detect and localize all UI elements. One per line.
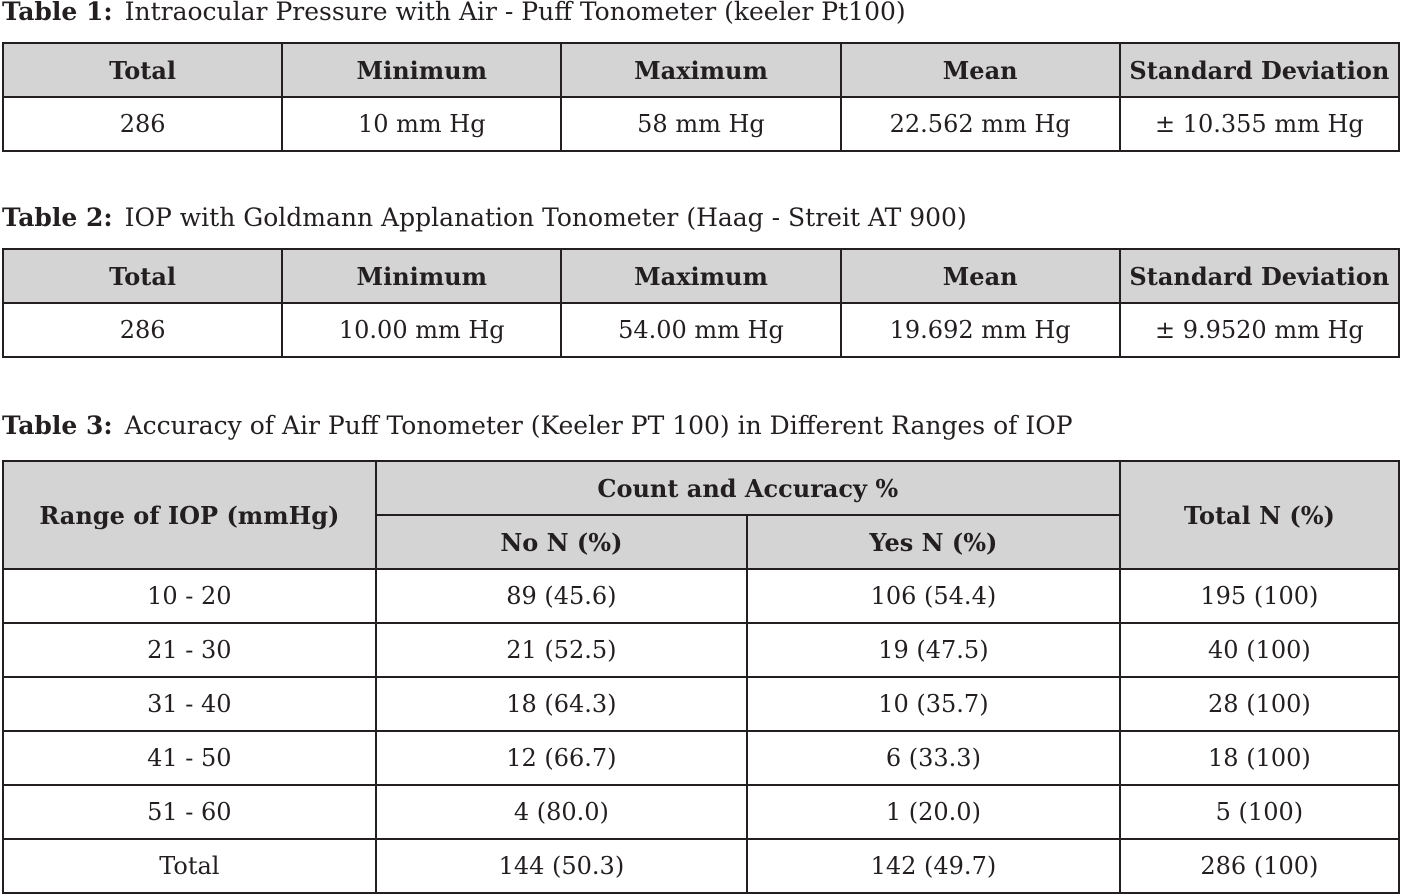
header-count-accuracy-group: Count and Accuracy % xyxy=(376,461,1120,515)
header-minimum: Minimum xyxy=(282,249,561,303)
table-2-label: Table 2: xyxy=(2,203,113,232)
cell-no: 18 (64.3) xyxy=(376,677,747,731)
cell-total: 195 (100) xyxy=(1120,569,1399,623)
table-2 xyxy=(2,248,1400,358)
cell-maximum: 54.00 mm Hg xyxy=(561,303,840,357)
table-3-label: Table 3: xyxy=(2,411,113,440)
table-2-title: IOP with Goldmann Applanation Tonometer (Haag - Streit AT 900) xyxy=(124,203,967,232)
cell-mean: 19.692 mm Hg xyxy=(841,303,1120,357)
table-row xyxy=(3,731,1399,785)
table-row xyxy=(3,677,1399,731)
header-total: Total xyxy=(3,249,282,303)
table-row xyxy=(3,97,1399,151)
cell-total: 5 (100) xyxy=(1120,785,1399,839)
cell-yes: 10 (35.7) xyxy=(747,677,1120,731)
cell-total: 40 (100) xyxy=(1120,623,1399,677)
cell-yes: 6 (33.3) xyxy=(747,731,1120,785)
header-total: Total N (%) xyxy=(1120,461,1399,569)
table-row xyxy=(3,303,1399,357)
header-yes: Yes N (%) xyxy=(747,515,1120,569)
cell-total: 18 (100) xyxy=(1120,731,1399,785)
cell-standard-deviation: ± 10.355 mm Hg xyxy=(1120,97,1399,151)
header-mean: Mean xyxy=(841,249,1120,303)
header-mean: Mean xyxy=(841,43,1120,97)
header-minimum: Minimum xyxy=(282,43,561,97)
header-maximum: Maximum xyxy=(561,43,840,97)
cell-no: 144 (50.3) xyxy=(376,839,747,893)
table-1-title: Intraocular Pressure with Air - Puff Tonometer (keeler Pt100) xyxy=(124,0,906,26)
table-1-label: Table 1: xyxy=(2,0,113,26)
table-3-title: Accuracy of Air Puff Tonometer (Keeler PT 100) in Different Ranges of IOP xyxy=(124,411,1073,440)
cell-range: 21 - 30 xyxy=(3,623,376,677)
cell-minimum: 10.00 mm Hg xyxy=(282,303,561,357)
table-total-row xyxy=(3,839,1399,893)
table-header-row xyxy=(3,43,1399,97)
cell-yes: 106 (54.4) xyxy=(747,569,1120,623)
table-header-row xyxy=(3,249,1399,303)
cell-yes: 1 (20.0) xyxy=(747,785,1120,839)
cell-standard-deviation: ± 9.9520 mm Hg xyxy=(1120,303,1399,357)
cell-minimum: 10 mm Hg xyxy=(282,97,561,151)
cell-no: 12 (66.7) xyxy=(376,731,747,785)
cell-maximum: 58 mm Hg xyxy=(561,97,840,151)
table-row xyxy=(3,785,1399,839)
header-maximum: Maximum xyxy=(561,249,840,303)
cell-range: 31 - 40 xyxy=(3,677,376,731)
cell-total: 28 (100) xyxy=(1120,677,1399,731)
table-1-caption xyxy=(2,0,906,27)
cell-no: 21 (52.5) xyxy=(376,623,747,677)
header-standard-deviation: Standard Deviation xyxy=(1120,249,1399,303)
cell-no: 89 (45.6) xyxy=(376,569,747,623)
table-1 xyxy=(2,42,1400,152)
cell-total: 286 xyxy=(3,303,282,357)
header-no: No N (%) xyxy=(376,515,747,569)
cell-total: 286 xyxy=(3,97,282,151)
table-3 xyxy=(2,460,1400,894)
table-row xyxy=(3,569,1399,623)
cell-no: 4 (80.0) xyxy=(376,785,747,839)
cell-yes: 142 (49.7) xyxy=(747,839,1120,893)
header-standard-deviation: Standard Deviation xyxy=(1120,43,1399,97)
table-row xyxy=(3,623,1399,677)
cell-yes: 19 (47.5) xyxy=(747,623,1120,677)
cell-range: Total xyxy=(3,839,376,893)
table-3-caption xyxy=(2,411,1073,441)
table-2-caption xyxy=(2,203,967,233)
header-total: Total xyxy=(3,43,282,97)
cell-range: 41 - 50 xyxy=(3,731,376,785)
table-header-row xyxy=(3,461,1399,515)
cell-range: 10 - 20 xyxy=(3,569,376,623)
cell-mean: 22.562 mm Hg xyxy=(841,97,1120,151)
cell-range: 51 - 60 xyxy=(3,785,376,839)
header-range: Range of IOP (mmHg) xyxy=(3,461,376,569)
cell-total: 286 (100) xyxy=(1120,839,1399,893)
